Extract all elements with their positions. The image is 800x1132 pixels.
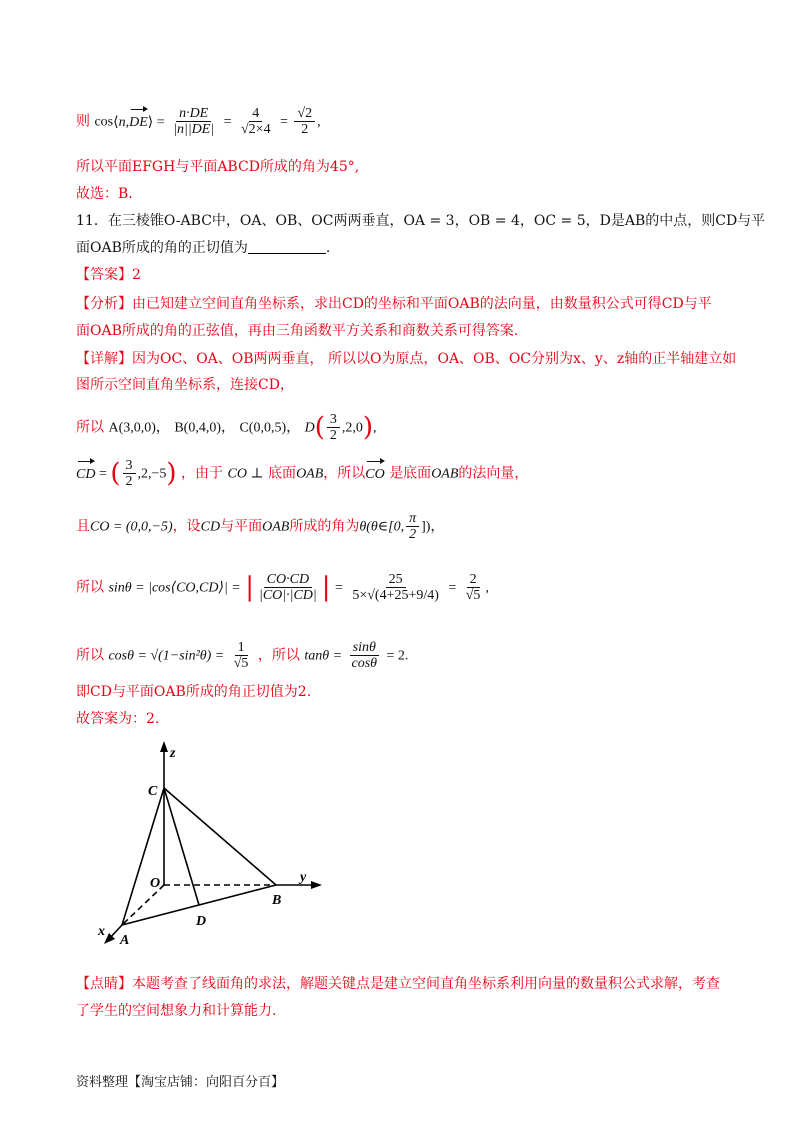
answer-line: 【答案】2 xyxy=(76,267,141,283)
text-is-base: 是底面 xyxy=(389,465,432,482)
frac-num: 25 xyxy=(386,572,406,588)
tan-result: = 2. xyxy=(386,648,409,664)
frac-num: n·DE xyxy=(176,106,211,122)
frac-den: 2 xyxy=(329,428,337,443)
frac-num: 3 xyxy=(123,458,136,474)
fraction-dot-product xyxy=(170,106,217,137)
cos-tan-line xyxy=(76,640,408,671)
co-value: CO = (0,0,−5) xyxy=(90,519,173,535)
frac-pi-half xyxy=(406,511,419,542)
plane-oab: OAB xyxy=(262,519,290,535)
conclusion-angle-line: 所以平面EFGH与平面ABCD所成的角为45°, xyxy=(76,159,360,175)
frac-den: |n||DE| xyxy=(173,122,215,137)
equals-sign: = xyxy=(448,580,457,596)
text-base: 底面 xyxy=(268,465,297,482)
frac-num: CO·CD xyxy=(264,572,312,588)
text-prefix: 则 xyxy=(76,113,90,130)
plane-oab: OAB xyxy=(296,466,324,482)
period: . xyxy=(325,240,331,256)
coord-d-label: D xyxy=(304,420,315,436)
label-d: D xyxy=(196,914,207,929)
edge-cd xyxy=(164,788,199,905)
cd-vector: CD xyxy=(76,465,95,485)
fraction-sin xyxy=(256,572,320,603)
fraction-result xyxy=(294,106,315,137)
conclusion-line: 即CD与平面OAB所成的角正切值为2. xyxy=(76,684,312,700)
paren-close: ) xyxy=(362,412,374,443)
text-with-plane: 与平面 xyxy=(220,518,263,535)
coord-c: C(0,0,5)， xyxy=(239,420,301,436)
cos-label: cos xyxy=(94,114,114,130)
comma: , xyxy=(317,114,321,130)
label-a: A xyxy=(120,933,130,948)
angle-open: ⟨n,DE⟩ = xyxy=(113,115,168,130)
coord-d-rest: ,2,0 xyxy=(341,420,363,436)
comment-line-1: 【点睛】本题考查了线面角的求法，解题关键点是建立空间直角坐标系利用向量的数量积公式求解，考查 xyxy=(76,976,720,992)
frac-three-halves xyxy=(123,458,136,489)
edge-cb xyxy=(164,788,276,885)
text-since: ，由于 xyxy=(181,465,224,482)
frac-three-halves xyxy=(327,412,340,443)
equals-sign: = xyxy=(223,114,232,130)
cos-formula-line xyxy=(76,106,321,137)
tetrahedron-figure xyxy=(90,735,350,960)
text-angle: 所成的角为 xyxy=(289,518,360,535)
sin-expression: sinθ = |cos⟨CO,CD⟩| = xyxy=(108,580,241,596)
theta-range: θ(θ∈[0, xyxy=(359,519,405,535)
frac-den: 2 xyxy=(301,122,309,137)
paren-open: ( xyxy=(314,412,325,443)
fraction-25 xyxy=(349,572,442,603)
paren-close: ) xyxy=(166,458,177,489)
fraction-sin-cos xyxy=(348,640,380,671)
frac-den: √5 xyxy=(233,656,249,671)
frac-den: cosθ xyxy=(351,656,378,671)
question-line-2 xyxy=(76,238,330,258)
frac-num: sinθ xyxy=(350,640,379,656)
question-text: 面OAB所成的角的正切值为 xyxy=(76,240,248,256)
text-and: 且 xyxy=(76,518,90,535)
text-prefix: 所以 xyxy=(76,647,104,664)
text-normal-vector: 的法向量， xyxy=(458,465,529,482)
frac-num: 2 xyxy=(467,572,480,588)
co-perp: CO ⊥ xyxy=(227,466,264,482)
label-o: O xyxy=(150,876,161,891)
comma: , xyxy=(485,580,489,596)
detail-line-1: 【详解】因为OC、OA、OB两两垂直， 所以以O为原点，OA、OB、OC分别为x、y、z轴的正半轴建立如 xyxy=(76,351,737,367)
y-axis-arrow xyxy=(311,881,322,889)
comma: , xyxy=(373,420,377,436)
cd-vector-line xyxy=(76,458,528,489)
choice-line: 故选：B. xyxy=(76,186,133,202)
frac-num: 1 xyxy=(235,640,248,656)
theta-range-end: ])， xyxy=(421,519,445,535)
text-so: ，所以 xyxy=(257,647,300,664)
edge-ca xyxy=(122,788,164,925)
text-so: ，所以 xyxy=(323,465,366,482)
frac-den: |CO|·|CD| xyxy=(258,588,317,603)
abs-open: | xyxy=(245,572,254,603)
label-b: B xyxy=(272,893,282,908)
fraction-value xyxy=(238,106,274,137)
coord-b: B(0,4,0)， xyxy=(174,420,236,436)
frac-den: 5×√(4+25+9/4) xyxy=(352,588,439,603)
text-let: ，设 xyxy=(172,518,201,535)
answer-blank xyxy=(248,239,326,254)
frac-num: 4 xyxy=(249,106,262,122)
analysis-line-1: 【分析】由已知建立空间直角坐标系，求出CD的坐标和平面OAB的法向量，由数量积公式可得CD与平 xyxy=(76,296,712,312)
footer-text: 资料整理【淘宝店铺：向阳百分百】 xyxy=(76,1075,285,1090)
comment-line-2: 了学生的空间想象力和计算能力. xyxy=(76,1003,277,1019)
co-vector: CO xyxy=(365,465,384,485)
frac-den: 2 xyxy=(125,474,133,489)
equals-sign: = xyxy=(95,466,111,482)
frac-num: √2 xyxy=(294,106,315,122)
frac-num: 3 xyxy=(327,412,340,428)
text-prefix: 所以 xyxy=(76,419,104,436)
final-answer-line: 故答案为：2. xyxy=(76,711,160,727)
equals-sign: = xyxy=(334,580,343,596)
label-z: z xyxy=(170,746,176,761)
fraction-2-sqrt5 xyxy=(463,572,484,603)
coordinates-line xyxy=(76,412,377,443)
equals-sign: = xyxy=(280,114,288,130)
analysis-line-2: 面OAB所成的角的正弦值，再由三角函数平方关系和商数关系可得答案. xyxy=(76,323,519,339)
detail-line-2: 图所示空间直角坐标系，连接CD， xyxy=(76,377,294,393)
label-c: C xyxy=(148,784,158,799)
sin-line xyxy=(76,572,489,603)
cos-expression: cosθ = √(1−sin²θ) = xyxy=(108,648,225,664)
cd-vector-rest: ,2,−5 xyxy=(137,466,167,482)
frac-den: 2 xyxy=(409,527,417,542)
frac-den: √2×4 xyxy=(241,122,271,137)
paren-open: ( xyxy=(110,458,121,489)
question-line-1: 11．在三棱锥O-ABC中，OA、OB、OC两两垂直，OA = 3，OB = 4，OC = 5，D是AB的中点，则CD与平 xyxy=(76,213,766,229)
coord-a: A(3,0,0)， xyxy=(108,420,170,436)
fraction-1-sqrt5 xyxy=(231,640,252,671)
cd-label: CD xyxy=(200,519,221,535)
frac-den: √5 xyxy=(465,588,481,603)
z-axis-arrow xyxy=(160,741,168,752)
text-prefix: 所以 xyxy=(76,579,104,596)
label-x: x xyxy=(98,924,105,939)
co-value-line xyxy=(76,511,444,542)
frac-num: π xyxy=(406,511,419,527)
tan-expression: tanθ = xyxy=(304,648,343,664)
abs-close: | xyxy=(321,572,331,603)
label-y: y xyxy=(300,870,307,885)
plane-oab: OAB xyxy=(431,466,459,482)
